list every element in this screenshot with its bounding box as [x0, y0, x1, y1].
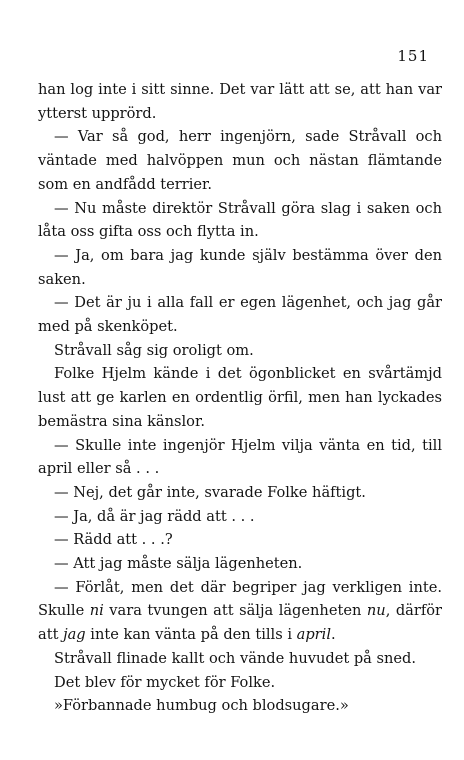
- paragraph: [38, 78, 442, 125]
- italic-text: ni: [89, 602, 104, 620]
- text-segment: inte kan vänta på den tills i: [85, 626, 297, 644]
- text-segment: — Rädd att . . .?: [54, 531, 173, 549]
- text-segment: — Att jag måste sälja lägenheten.: [54, 555, 303, 573]
- text-segment: han log inte i sitt sinne. Det var lätt att se, att han var ytterst upprörd.: [38, 81, 442, 122]
- paragraph: [38, 576, 442, 647]
- text-segment: Det blev för mycket för Folke.: [54, 673, 276, 691]
- italic-text: april: [296, 626, 331, 644]
- paragraph: [38, 291, 442, 338]
- paragraph: [38, 339, 442, 363]
- paragraph: [38, 671, 442, 695]
- text-segment: — Nej, det går inte, svarade Folke häftigt.: [54, 483, 366, 501]
- text-segment: — Ja, om bara jag kunde själv bestämma över den saken.: [38, 246, 442, 288]
- paragraph: [38, 244, 442, 291]
- text-segment: »Förbannade humbug och blodsugare.»: [54, 697, 349, 715]
- text-segment: Stråvall flinade kallt och vände huvudet på sned.: [54, 649, 417, 667]
- text-segment: — Nu måste direktör Stråvall göra slag i saken och låta oss gifta oss och flytta in.: [38, 199, 442, 241]
- paragraph: [38, 481, 442, 505]
- paragraph: [38, 434, 442, 481]
- paragraph: [38, 528, 442, 552]
- page-number: 151: [397, 47, 429, 65]
- text-segment: , därför att: [38, 602, 443, 644]
- text-segment: .: [331, 626, 336, 644]
- paragraph: [38, 552, 442, 576]
- text-segment: — Ja, då är jag rädd att . . .: [54, 507, 255, 525]
- text-segment: — Var så god, herr ingenjörn, sade Stråvall och väntade med halvöppen mun och nästan flämtande som en andfådd terrier.: [38, 128, 442, 193]
- text-segment: Stråvall såg sig oroligt om.: [54, 341, 254, 359]
- paragraph: [38, 197, 442, 244]
- italic-text: nu: [366, 602, 386, 620]
- text-segment: — Förlåt, men det där begriper jag verkligen inte. Skulle: [38, 578, 442, 620]
- paragraph: [38, 694, 442, 718]
- paragraph: [38, 505, 442, 529]
- paragraph: [38, 125, 442, 196]
- paragraph: [38, 647, 442, 671]
- italic-text: jag: [63, 626, 86, 644]
- text-segment: Folke Hjelm kände i det ögonblicket en svårtämjd lust att ge karlen en ordentlig örfil, men han lyckades bemästra sina känslor.: [38, 365, 442, 430]
- text-segment: vara tvungen att sälja lägenheten: [103, 602, 367, 620]
- body-text: [38, 78, 442, 718]
- paragraph: [38, 362, 442, 433]
- text-segment: — Det är ju i alla fall er egen lägenhet, och jag går med på skenköpet.: [38, 294, 442, 336]
- text-segment: — Skulle inte ingenjör Hjelm vilja vänta en tid, till april eller så . . .: [38, 436, 442, 478]
